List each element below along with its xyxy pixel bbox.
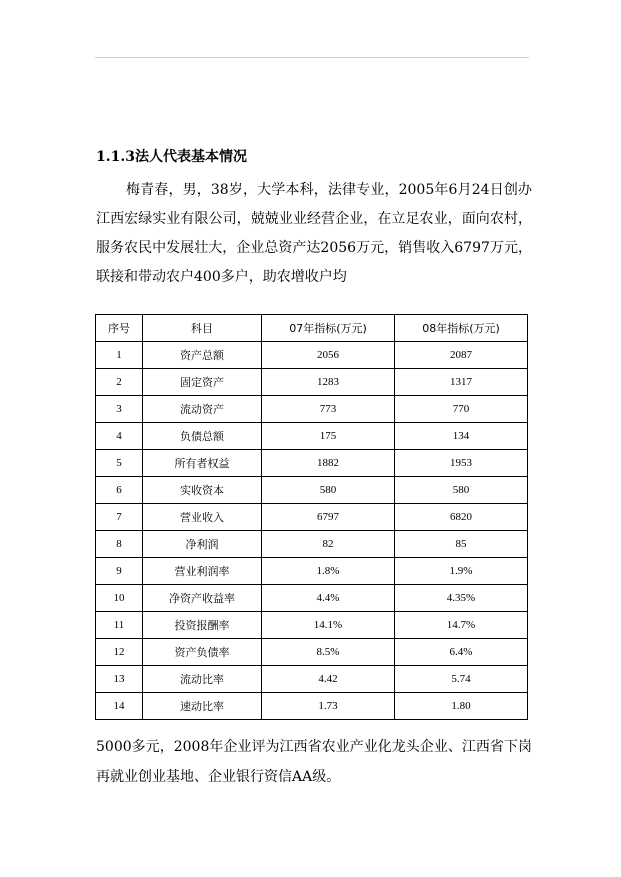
cell-2007-value: 6797 [262,504,395,531]
cell-serial: 13 [96,666,143,693]
cell-serial: 5 [96,450,143,477]
table-row [96,585,528,612]
header-rule [95,57,529,58]
closing-paragraph: 5000多元，2008年企业评为江西省农业产业化龙头企业、江西省下岗再就业创业基地、企业银行资信AA级。 [96,739,532,785]
cell-2007-value: 580 [262,477,395,504]
cell-2007-value: 1283 [262,369,395,396]
table-row [96,693,528,720]
cell-2008-value: 770 [395,396,528,423]
cell-subject: 净利润 [143,531,262,558]
cell-2007-value: 4.4% [262,585,395,612]
table-row [96,612,528,639]
cell-subject: 所有者权益 [143,450,262,477]
table-row [96,531,528,558]
cell-serial: 2 [96,369,143,396]
cell-subject: 营业收入 [143,504,262,531]
cell-serial: 14 [96,693,143,720]
table-row [96,396,528,423]
table-body [96,342,528,720]
cell-2008-value: 4.35% [395,585,528,612]
cell-2007-value: 8.5% [262,639,395,666]
cell-serial: 8 [96,531,143,558]
cell-subject: 净资产收益率 [143,585,262,612]
cell-subject: 速动比率 [143,693,262,720]
table-row [96,558,528,585]
cell-subject: 流动比率 [143,666,262,693]
header-2008-indicator: 08年指标(万元) [395,315,528,342]
cell-2008-value: 5.74 [395,666,528,693]
cell-serial: 4 [96,423,143,450]
table-row [96,666,528,693]
cell-serial: 7 [96,504,143,531]
table-row [96,369,528,396]
cell-2008-value: 1.80 [395,693,528,720]
cell-subject: 资产负债率 [143,639,262,666]
intro-paragraph: 梅青春，男，38岁，大学本科，法律专业，2005年6月24日创办江西宏绿实业有限公司，兢兢业业经营企业，在立足农业，面向农村，服务农民中发展壮大，企业总资产达2056万元，销售收入6797万元，联接和带动农户400多户，助农增收户均 [96,182,532,285]
cell-2008-value: 6820 [395,504,528,531]
financial-indicators-table [95,314,528,720]
cell-2008-value: 14.7% [395,612,528,639]
table-row [96,423,528,450]
section-heading: 1.1.3法人代表基本情况 [96,149,247,165]
cell-subject: 投资报酬率 [143,612,262,639]
cell-2007-value: 14.1% [262,612,395,639]
cell-2008-value: 1.9% [395,558,528,585]
cell-2008-value: 85 [395,531,528,558]
table-row [96,342,528,369]
cell-serial: 10 [96,585,143,612]
table-header-row [96,315,528,342]
cell-2008-value: 134 [395,423,528,450]
cell-2007-value: 82 [262,531,395,558]
table-row [96,450,528,477]
cell-2008-value: 6.4% [395,639,528,666]
cell-subject: 实收资本 [143,477,262,504]
cell-serial: 3 [96,396,143,423]
cell-serial: 11 [96,612,143,639]
cell-2007-value: 4.42 [262,666,395,693]
cell-2007-value: 2056 [262,342,395,369]
table-row [96,477,528,504]
cell-serial: 12 [96,639,143,666]
cell-serial: 9 [96,558,143,585]
header-subject: 科目 [143,315,262,342]
cell-2007-value: 175 [262,423,395,450]
cell-2008-value: 1953 [395,450,528,477]
cell-2007-value: 1.8% [262,558,395,585]
table-row [96,639,528,666]
cell-2008-value: 2087 [395,342,528,369]
cell-2007-value: 1882 [262,450,395,477]
cell-subject: 营业利润率 [143,558,262,585]
cell-serial: 1 [96,342,143,369]
cell-subject: 流动资产 [143,396,262,423]
cell-subject: 资产总额 [143,342,262,369]
cell-2007-value: 773 [262,396,395,423]
cell-2008-value: 580 [395,477,528,504]
cell-2008-value: 1317 [395,369,528,396]
cell-subject: 固定资产 [143,369,262,396]
cell-serial: 6 [96,477,143,504]
header-2007-indicator: 07年指标(万元) [262,315,395,342]
cell-subject: 负债总额 [143,423,262,450]
header-serial: 序号 [96,315,143,342]
table-row [96,504,528,531]
cell-2007-value: 1.73 [262,693,395,720]
